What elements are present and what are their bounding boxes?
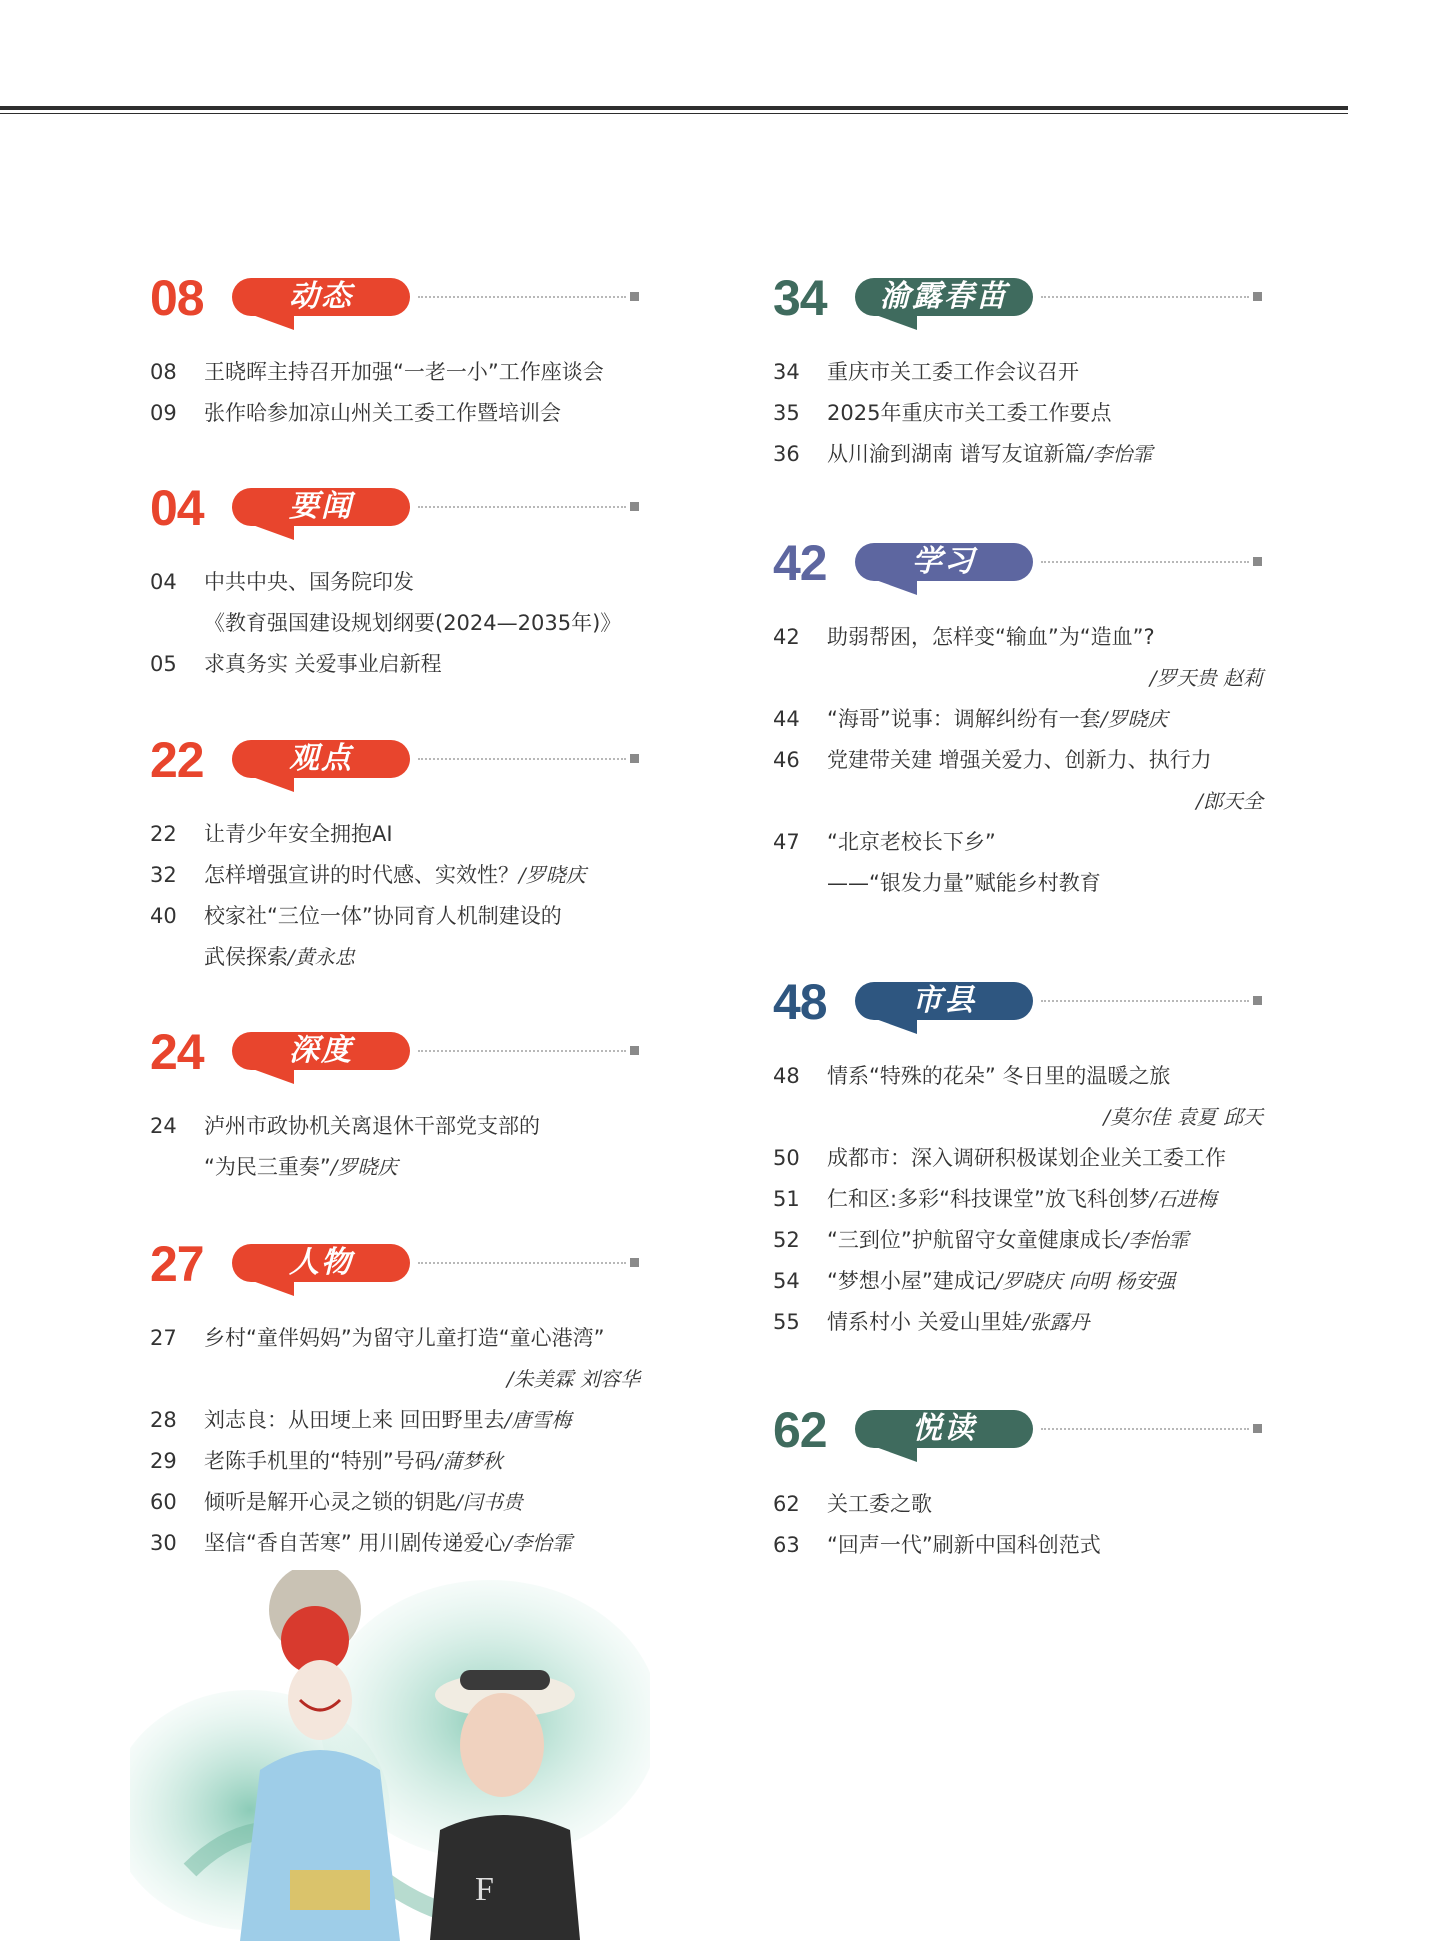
page-number: 42	[773, 625, 800, 649]
page-number: 24	[150, 1114, 177, 1138]
section-number: 48	[773, 974, 827, 1030]
page-number: 32	[150, 863, 177, 887]
toc-entry-continuation[interactable]	[150, 1147, 640, 1188]
entry-title	[204, 814, 393, 855]
page-number: 04	[150, 570, 177, 594]
entry-author: /罗晓庆 向明 杨安强	[995, 1269, 1176, 1293]
section-banner-tail	[250, 776, 294, 792]
entry-title	[827, 863, 1101, 904]
page-number: 30	[150, 1531, 177, 1555]
dotted-leader	[1041, 1428, 1249, 1430]
page-number: 54	[773, 1269, 800, 1293]
section-label: 渝露春苗	[880, 279, 1008, 314]
toc-section	[150, 268, 640, 434]
dotted-leader	[1041, 296, 1249, 298]
toc-entry[interactable]	[773, 740, 1263, 781]
section-banner-tail	[250, 524, 294, 540]
toc-section	[150, 1234, 640, 1564]
section-header	[773, 1400, 1263, 1470]
entry-title	[827, 699, 1168, 740]
section-banner-tail	[873, 314, 917, 330]
entry-title-text: 2025年重庆市关工委工作要点	[827, 401, 1112, 425]
section-label: 动态	[289, 279, 353, 314]
entry-title-text: 重庆市关工委工作会议召开	[827, 360, 1079, 384]
entry-title	[204, 937, 355, 978]
section-label: 深度	[289, 1033, 353, 1068]
entry-title	[204, 1400, 571, 1441]
dotted-leader	[1041, 1000, 1249, 1002]
section-number: 62	[773, 1402, 827, 1458]
toc-entry[interactable]	[773, 1220, 1263, 1261]
entry-title	[827, 1138, 1226, 1179]
dotted-leader	[418, 506, 626, 508]
entry-title	[204, 1318, 605, 1359]
dotted-leader	[418, 1262, 626, 1264]
toc-section	[773, 268, 1263, 475]
toc-section	[150, 730, 640, 978]
page-number: 63	[773, 1533, 800, 1557]
page-number: 27	[150, 1326, 177, 1350]
toc-entry-author-line	[150, 1359, 640, 1400]
page-number: 34	[773, 360, 800, 384]
dotted-leader	[418, 296, 626, 298]
page-number: 60	[150, 1490, 177, 1514]
section-label: 人物	[289, 1245, 353, 1280]
entry-title-text: ——“银发力量”赋能乡村教育	[827, 871, 1101, 895]
entry-title-text: 求真务实 关爱事业启新程	[204, 652, 442, 676]
leader-end-square	[630, 1046, 639, 1055]
section-header	[773, 972, 1263, 1042]
opera-and-girl-illustration	[130, 1570, 650, 1941]
entry-title-text: 怎样增强宣讲的时代感、实效性？	[204, 863, 519, 887]
entry-title	[204, 896, 562, 937]
entry-title-text: 中共中央、国务院印发	[204, 570, 414, 594]
toc-entry-continuation[interactable]	[150, 603, 640, 644]
section-label: 要闻	[289, 489, 353, 524]
toc-entry-continuation[interactable]	[150, 937, 640, 978]
section-banner-tail	[873, 1446, 917, 1462]
toc-entry[interactable]	[150, 644, 640, 685]
entry-author: /罗晓庆	[519, 863, 586, 887]
page-number: 05	[150, 652, 177, 676]
toc-entry[interactable]	[150, 1441, 640, 1482]
page-number: 47	[773, 830, 800, 854]
dotted-leader	[1041, 561, 1249, 563]
entry-title-text: 王晓晖主持召开加强“一老一小”工作座谈会	[204, 360, 604, 384]
section-label: 市县	[912, 983, 976, 1018]
section-banner-tail	[873, 1018, 917, 1034]
entry-author: /莫尔佳 袁夏 邱天	[1103, 1105, 1263, 1129]
entry-title-text: 《教育强国建设规划纲要(2024—2035年)》	[204, 611, 622, 635]
entry-title-text: “梦想小屋”建成记	[827, 1269, 996, 1293]
section-header	[773, 268, 1263, 338]
toc-entry-author-line	[773, 1097, 1263, 1138]
entry-author: /石进梅	[1149, 1187, 1217, 1211]
toc-entry[interactable]	[150, 1400, 640, 1441]
header-rule	[0, 106, 1348, 110]
leader-end-square	[1253, 557, 1262, 566]
entry-title	[204, 352, 604, 393]
section-label: 学习	[912, 544, 976, 579]
toc-entry[interactable]	[773, 1138, 1263, 1179]
section-header	[150, 730, 640, 800]
page-number: 35	[773, 401, 800, 425]
entry-title	[827, 1525, 1101, 1566]
entry-title	[827, 740, 1212, 781]
toc-entry[interactable]	[773, 1302, 1263, 1343]
entry-title-text: “北京老校长下乡”	[827, 830, 996, 854]
entry-author: /李怡霏	[505, 1531, 573, 1555]
entry-title-text: 助弱帮困，怎样变“输血”为“造血”?	[827, 625, 1155, 649]
section-number: 34	[773, 270, 827, 326]
entry-author: /张露丹	[1022, 1310, 1090, 1334]
toc-entry[interactable]	[773, 1179, 1263, 1220]
section-header	[150, 1234, 640, 1304]
entry-title-text: 校家社“三位一体”协同育人机制建设的	[204, 904, 562, 928]
entry-title	[827, 1220, 1189, 1261]
page-number: 36	[773, 442, 800, 466]
toc-entry[interactable]	[150, 562, 640, 603]
entry-author: /唐雪梅	[504, 1408, 572, 1432]
entry-author: /罗天贵 赵莉	[1149, 666, 1263, 690]
entry-title-text: 坚信“香自苦寒” 用川剧传递爱心	[204, 1531, 506, 1555]
toc-entry[interactable]	[150, 814, 640, 855]
page-number: 48	[773, 1064, 800, 1088]
toc-section	[150, 478, 640, 685]
section-header	[150, 268, 640, 338]
svg-text:F: F	[475, 1871, 494, 1908]
page-number: 62	[773, 1492, 800, 1516]
leader-end-square	[1253, 1424, 1262, 1433]
toc-entry[interactable]	[150, 1523, 640, 1564]
entry-author: /闫书贵	[456, 1490, 523, 1514]
entry-title	[204, 1441, 503, 1482]
entry-title-text: “海哥”说事：调解纠纷有一套	[827, 707, 1101, 731]
toc-entry[interactable]	[773, 1525, 1263, 1566]
entry-title-text: 成都市：深入调研积极谋划企业关工委工作	[827, 1146, 1226, 1170]
entry-title-text: 党建带关建 增强关爱力、创新力、执行力	[827, 748, 1212, 772]
toc-section	[773, 533, 1263, 904]
entry-title-text: 张作哈参加凉山州关工委工作暨培训会	[204, 401, 561, 425]
entry-title-text: 从川渝到湖南 谱写友谊新篇	[827, 442, 1086, 466]
section-number: 24	[150, 1024, 204, 1080]
dotted-leader	[418, 1050, 626, 1052]
dotted-leader	[418, 758, 626, 760]
page-number: 55	[773, 1310, 800, 1334]
entry-title	[827, 434, 1152, 475]
section-label: 观点	[289, 741, 353, 776]
leader-end-square	[630, 502, 639, 511]
entry-title-text: 仁和区:多彩“科技课堂”放飞科创梦	[827, 1187, 1150, 1211]
entry-author: /罗晓庆	[1100, 707, 1168, 731]
section-items	[773, 352, 1263, 475]
section-items	[150, 1318, 640, 1564]
page-number: 51	[773, 1187, 800, 1211]
page-number: 52	[773, 1228, 800, 1252]
entry-title	[204, 855, 586, 896]
entry-author: /罗晓庆	[330, 1155, 398, 1179]
entry-title-text: 泸州市政协机关离退休干部党支部的	[204, 1114, 540, 1138]
toc-entry-author-line	[773, 781, 1263, 822]
entry-title	[827, 1179, 1217, 1220]
entry-title	[827, 1056, 1170, 1097]
toc-entry[interactable]	[150, 1318, 640, 1359]
toc-entry[interactable]	[150, 855, 640, 896]
toc-entry[interactable]	[150, 896, 640, 937]
section-number: 42	[773, 535, 827, 591]
toc-entry[interactable]	[150, 352, 640, 393]
page-number: 08	[150, 360, 177, 384]
entry-title	[827, 822, 996, 863]
entry-author: /郎天全	[1196, 789, 1263, 813]
page-number: 50	[773, 1146, 800, 1170]
toc-entry[interactable]	[773, 434, 1263, 475]
toc-entry[interactable]	[773, 1056, 1263, 1097]
entry-author: /蒲梦秋	[435, 1449, 503, 1473]
toc-entry[interactable]	[773, 393, 1263, 434]
entry-title-text: 让青少年安全拥抱AI	[204, 822, 393, 846]
entry-title	[827, 352, 1079, 393]
entry-title	[204, 393, 561, 434]
section-header	[150, 478, 640, 548]
entry-author: /黄永忠	[288, 945, 355, 969]
toc-section	[773, 972, 1263, 1343]
entry-title-text: 老陈手机里的“特别”号码	[204, 1449, 436, 1473]
entry-title-text: 关工委之歌	[827, 1492, 932, 1516]
entry-title-text: 情系村小 关爱山里娃	[827, 1310, 1023, 1334]
section-items	[773, 1056, 1263, 1343]
toc-entry[interactable]	[773, 822, 1263, 863]
toc-entry-author-line	[773, 658, 1263, 699]
entry-title	[204, 1106, 540, 1147]
page-number: 46	[773, 748, 800, 772]
section-items	[773, 617, 1263, 904]
section-banner-tail	[250, 1068, 294, 1084]
entry-title	[827, 1484, 932, 1525]
entry-title	[827, 1261, 1175, 1302]
entry-title-text: 武侯探索	[204, 945, 288, 969]
section-items	[150, 562, 640, 685]
toc-entry[interactable]	[773, 1484, 1263, 1525]
toc-entry-continuation[interactable]	[773, 863, 1263, 904]
section-banner-tail	[250, 314, 294, 330]
entry-author: /朱美霖 刘容华	[506, 1367, 640, 1391]
entry-title-text: “三到位”护航留守女童健康成长	[827, 1228, 1122, 1252]
toc-entry[interactable]	[150, 1482, 640, 1523]
toc-section	[773, 1400, 1263, 1566]
page-number: 40	[150, 904, 177, 928]
section-label: 悦读	[912, 1411, 976, 1446]
page-number: 29	[150, 1449, 177, 1473]
toc-entry[interactable]	[773, 699, 1263, 740]
toc-entry[interactable]	[150, 1106, 640, 1147]
section-items	[150, 352, 640, 434]
entry-title	[204, 644, 442, 685]
section-items	[150, 1106, 640, 1188]
entry-title	[204, 1147, 398, 1188]
entry-title-text: “为民三重奏”	[204, 1155, 331, 1179]
toc-entry[interactable]	[150, 393, 640, 434]
header-rule-thin	[0, 113, 1348, 114]
entry-title	[204, 562, 414, 603]
entry-author: /李怡霏	[1121, 1228, 1189, 1252]
section-number: 04	[150, 480, 204, 536]
entry-author: /李怡霏	[1085, 442, 1153, 466]
entry-title-text: “回声一代”刷新中国科创范式	[827, 1533, 1101, 1557]
toc-section	[150, 1022, 640, 1188]
leader-end-square	[1253, 292, 1262, 301]
entry-title	[827, 393, 1111, 434]
page-number: 28	[150, 1408, 177, 1432]
entry-title	[204, 1523, 572, 1564]
section-header	[773, 533, 1263, 603]
entry-title	[827, 1302, 1089, 1343]
section-number: 27	[150, 1236, 204, 1292]
page-number: 22	[150, 822, 177, 846]
entry-title-text: 乡村“童伴妈妈”为留守儿童打造“童心港湾”	[204, 1326, 605, 1350]
page-number: 09	[150, 401, 177, 425]
entry-title-text: 倾听是解开心灵之锁的钥匙	[204, 1490, 456, 1514]
section-items	[773, 1484, 1263, 1566]
entry-title	[204, 603, 621, 644]
section-banner-tail	[873, 579, 917, 595]
page-number: 44	[773, 707, 800, 731]
leader-end-square	[630, 1258, 639, 1267]
leader-end-square	[1253, 996, 1262, 1005]
entry-title	[204, 1482, 523, 1523]
section-number: 22	[150, 732, 204, 788]
section-header	[150, 1022, 640, 1092]
entry-title-text: 情系“特殊的花朵” 冬日里的温暖之旅	[827, 1064, 1171, 1088]
toc-entry[interactable]	[773, 617, 1263, 658]
toc-entry[interactable]	[773, 1261, 1263, 1302]
leader-end-square	[630, 754, 639, 763]
section-number: 08	[150, 270, 204, 326]
section-items	[150, 814, 640, 978]
leader-end-square	[630, 292, 639, 301]
entry-title-text: 刘志良：从田埂上来 回田野里去	[204, 1408, 505, 1432]
section-banner-tail	[250, 1280, 294, 1296]
entry-title	[827, 617, 1155, 658]
toc-entry[interactable]	[773, 352, 1263, 393]
